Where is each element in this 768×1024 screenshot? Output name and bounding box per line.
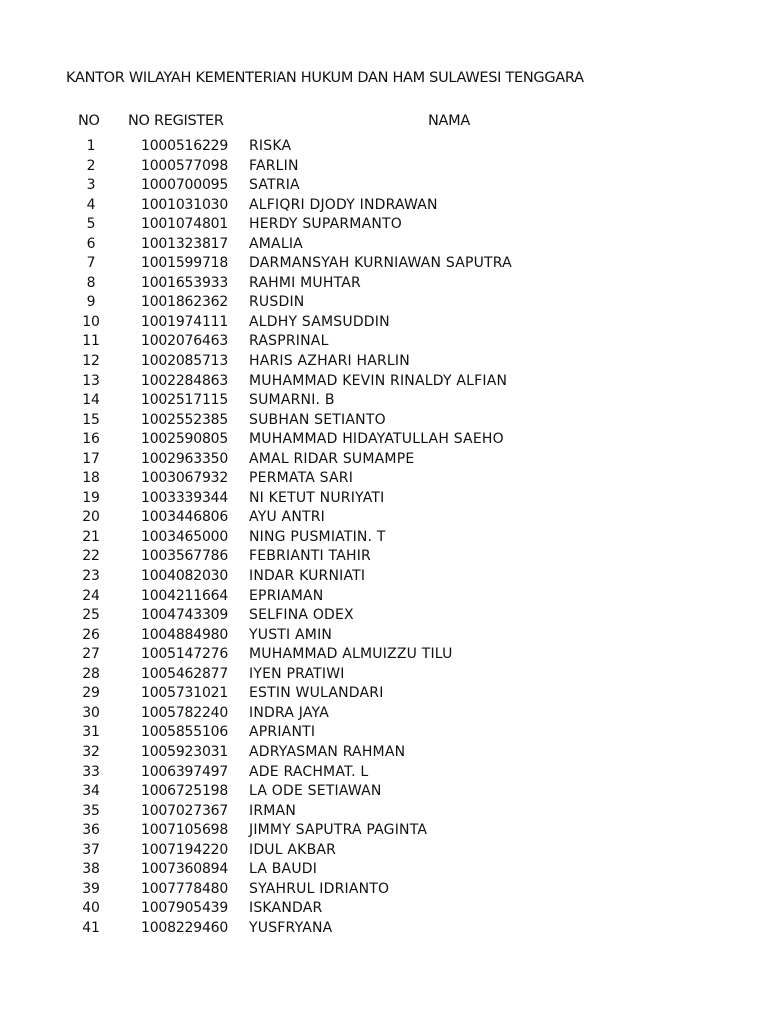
row-name: FARLIN — [249, 157, 299, 174]
row-number: 25 — [82, 607, 100, 624]
row-name: ESTIN WULANDARI — [249, 685, 384, 702]
row-number: 26 — [82, 626, 100, 643]
row-register-number: 1003446806 — [141, 509, 229, 526]
row-name: IYEN PRATIWI — [249, 665, 345, 682]
row-number: 4 — [86, 196, 96, 213]
row-name: ALDHY SAMSUDDIN — [249, 313, 390, 330]
row-register-number: 1003465000 — [141, 528, 229, 545]
row-name: LA ODE SETIAWAN — [249, 783, 382, 800]
row-number: 41 — [82, 919, 100, 936]
row-register-number: 1002076463 — [141, 333, 229, 350]
row-number: 2 — [86, 157, 96, 174]
row-number: 21 — [82, 528, 100, 545]
row-number: 24 — [82, 587, 100, 604]
row-number: 33 — [82, 763, 100, 780]
table-row — [0, 313, 768, 333]
row-number: 34 — [82, 783, 100, 800]
table-row — [0, 821, 768, 841]
table-row — [0, 352, 768, 372]
table-row — [0, 763, 768, 783]
row-register-number: 1003339344 — [141, 489, 229, 506]
row-number: 13 — [82, 372, 100, 389]
table-row — [0, 215, 768, 235]
table-row — [0, 137, 768, 157]
row-register-number: 1007778480 — [141, 880, 229, 897]
row-number: 7 — [86, 255, 96, 272]
table-row — [0, 469, 768, 489]
row-number: 12 — [82, 353, 100, 370]
row-name: APRIANTI — [249, 724, 316, 741]
row-number: 15 — [82, 411, 100, 428]
row-name: ISKANDAR — [249, 900, 323, 917]
table-row — [0, 841, 768, 861]
table-row — [0, 196, 768, 216]
row-register-number: 1005782240 — [141, 704, 229, 721]
row-name: IRMAN — [249, 802, 296, 819]
table-row — [0, 723, 768, 743]
row-name: HARIS AZHARI HARLIN — [249, 353, 410, 370]
row-name: SUBHAN SETIANTO — [249, 411, 386, 428]
row-name: SELFINA ODEX — [249, 607, 354, 624]
register-table — [0, 137, 768, 938]
table-row — [0, 567, 768, 587]
table-row — [0, 919, 768, 939]
row-register-number: 1006397497 — [141, 763, 229, 780]
table-row — [0, 372, 768, 392]
row-register-number: 1001323817 — [141, 235, 229, 252]
row-number: 20 — [82, 509, 100, 526]
row-name: SUMARNI. B — [249, 392, 335, 409]
row-name: YUSTI AMIN — [249, 626, 333, 643]
row-name: INDAR KURNIATI — [249, 568, 366, 585]
row-name: AMALIA — [249, 235, 303, 252]
table-row — [0, 899, 768, 919]
row-number: 1 — [86, 138, 96, 154]
table-row — [0, 880, 768, 900]
row-name: EPRIAMAN — [249, 587, 324, 604]
row-number: 19 — [82, 489, 100, 506]
row-name: ADE RACHMAT. L — [249, 763, 369, 780]
table-row — [0, 743, 768, 763]
row-number: 18 — [82, 470, 100, 487]
table-row — [0, 274, 768, 294]
row-name: INDRA JAYA — [249, 704, 329, 721]
row-name: ALFIQRI DJODY INDRAWAN — [249, 196, 438, 213]
row-name: PERMATA SARI — [249, 470, 354, 487]
row-name: AYU ANTRI — [249, 509, 325, 526]
row-name: YUSFRYANA — [249, 919, 333, 936]
row-register-number: 1007027367 — [141, 802, 229, 819]
table-row — [0, 176, 768, 196]
table-row — [0, 528, 768, 548]
table-row — [0, 665, 768, 685]
row-number: 31 — [82, 724, 100, 741]
row-number: 14 — [82, 392, 100, 409]
row-name: DARMANSYAH KURNIAWAN SAPUTRA — [249, 255, 512, 272]
column-header-nama: NAMA — [428, 113, 470, 129]
row-name: SATRIA — [249, 177, 300, 194]
row-register-number: 1003567786 — [141, 548, 229, 565]
table-row — [0, 587, 768, 607]
table-row — [0, 254, 768, 274]
row-number: 35 — [82, 802, 100, 819]
row-register-number: 1006725198 — [141, 783, 229, 800]
row-name: NING PUSMIATIN. T — [249, 528, 386, 545]
row-number: 9 — [86, 294, 96, 311]
row-register-number: 1002284863 — [141, 372, 229, 389]
row-register-number: 1008229460 — [141, 919, 229, 936]
row-number: 39 — [82, 880, 100, 897]
row-register-number: 1001031030 — [141, 196, 229, 213]
row-register-number: 1004743309 — [141, 607, 229, 624]
row-register-number: 1002590805 — [141, 431, 229, 448]
row-name: RISKA — [249, 138, 292, 154]
row-register-number: 1001599718 — [141, 255, 229, 272]
row-register-number: 1007360894 — [141, 861, 229, 878]
row-name: ADRYASMAN RAHMAN — [249, 743, 406, 760]
row-register-number: 1001074801 — [141, 216, 229, 233]
row-register-number: 1005923031 — [141, 743, 229, 760]
row-register-number: 1005462877 — [141, 665, 229, 682]
table-row — [0, 508, 768, 528]
row-register-number: 1007105698 — [141, 822, 229, 839]
row-register-number: 1002085713 — [141, 353, 229, 370]
row-register-number: 1000516229 — [141, 138, 229, 154]
row-register-number: 1005147276 — [141, 646, 229, 663]
table-row — [0, 626, 768, 646]
column-header-no: NO — [78, 113, 100, 129]
row-number: 29 — [82, 685, 100, 702]
row-register-number: 1000700095 — [141, 177, 229, 194]
table-row — [0, 332, 768, 352]
row-name: IDUL AKBAR — [249, 841, 337, 858]
row-number: 8 — [86, 274, 96, 291]
row-name: LA BAUDI — [249, 861, 318, 878]
row-number: 22 — [82, 548, 100, 565]
page-title: KANTOR WILAYAH KEMENTERIAN HUKUM DAN HAM SULAWESI TENGGARA — [66, 70, 584, 86]
row-name: MUHAMMAD HIDAYATULLAH SAEHO — [249, 431, 504, 448]
table-row — [0, 802, 768, 822]
row-number: 36 — [82, 822, 100, 839]
row-name: JIMMY SAPUTRA PAGINTA — [249, 822, 428, 839]
row-register-number: 1003067932 — [141, 470, 229, 487]
row-name: MUHAMMAD ALMUIZZU TILU — [249, 646, 453, 663]
table-row — [0, 157, 768, 177]
table-row — [0, 704, 768, 724]
row-number: 30 — [82, 704, 100, 721]
row-register-number: 1002517115 — [141, 392, 229, 409]
row-register-number: 1005855106 — [141, 724, 229, 741]
table-row — [0, 684, 768, 704]
row-name: MUHAMMAD KEVIN RINALDY ALFIAN — [249, 372, 508, 389]
table-row — [0, 860, 768, 880]
row-register-number: 1004884980 — [141, 626, 229, 643]
row-register-number: 1007194220 — [141, 841, 229, 858]
row-register-number: 1004082030 — [141, 568, 229, 585]
row-number: 27 — [82, 646, 100, 663]
row-number: 10 — [82, 313, 100, 330]
row-name: RASPRINAL — [249, 333, 329, 350]
row-number: 16 — [82, 431, 100, 448]
table-row — [0, 606, 768, 626]
row-register-number: 1001862362 — [141, 294, 229, 311]
row-register-number: 1002552385 — [141, 411, 229, 428]
row-register-number: 1001974111 — [141, 313, 229, 330]
row-number: 32 — [82, 743, 100, 760]
table-row — [0, 489, 768, 509]
table-row — [0, 293, 768, 313]
row-number: 40 — [82, 900, 100, 917]
row-name: HERDY SUPARMANTO — [249, 216, 403, 233]
table-row — [0, 411, 768, 431]
row-number: 23 — [82, 568, 100, 585]
row-name: RUSDIN — [249, 294, 305, 311]
row-number: 11 — [82, 333, 100, 350]
row-name: NI KETUT NURIYATI — [249, 489, 385, 506]
table-row — [0, 391, 768, 411]
table-row — [0, 235, 768, 255]
column-header-register: NO REGISTER — [128, 113, 224, 129]
row-register-number: 1005731021 — [141, 685, 229, 702]
row-name: FEBRIANTI TAHIR — [249, 548, 371, 565]
row-number: 17 — [82, 450, 100, 467]
table-row — [0, 547, 768, 567]
row-register-number: 1002963350 — [141, 450, 229, 467]
row-register-number: 1000577098 — [141, 157, 229, 174]
row-number: 37 — [82, 841, 100, 858]
row-number: 5 — [86, 216, 96, 233]
row-name: SYAHRUL IDRIANTO — [249, 880, 390, 897]
row-register-number: 1004211664 — [141, 587, 229, 604]
table-row — [0, 450, 768, 470]
table-row — [0, 430, 768, 450]
row-name: AMAL RIDAR SUMAMPE — [249, 450, 415, 467]
row-number: 6 — [86, 235, 96, 252]
table-row — [0, 645, 768, 665]
row-name: RAHMI MUHTAR — [249, 274, 361, 291]
row-number: 3 — [86, 177, 96, 194]
row-number: 38 — [82, 861, 100, 878]
table-row — [0, 782, 768, 802]
row-register-number: 1001653933 — [141, 274, 229, 291]
row-register-number: 1007905439 — [141, 900, 229, 917]
row-number: 28 — [82, 665, 100, 682]
